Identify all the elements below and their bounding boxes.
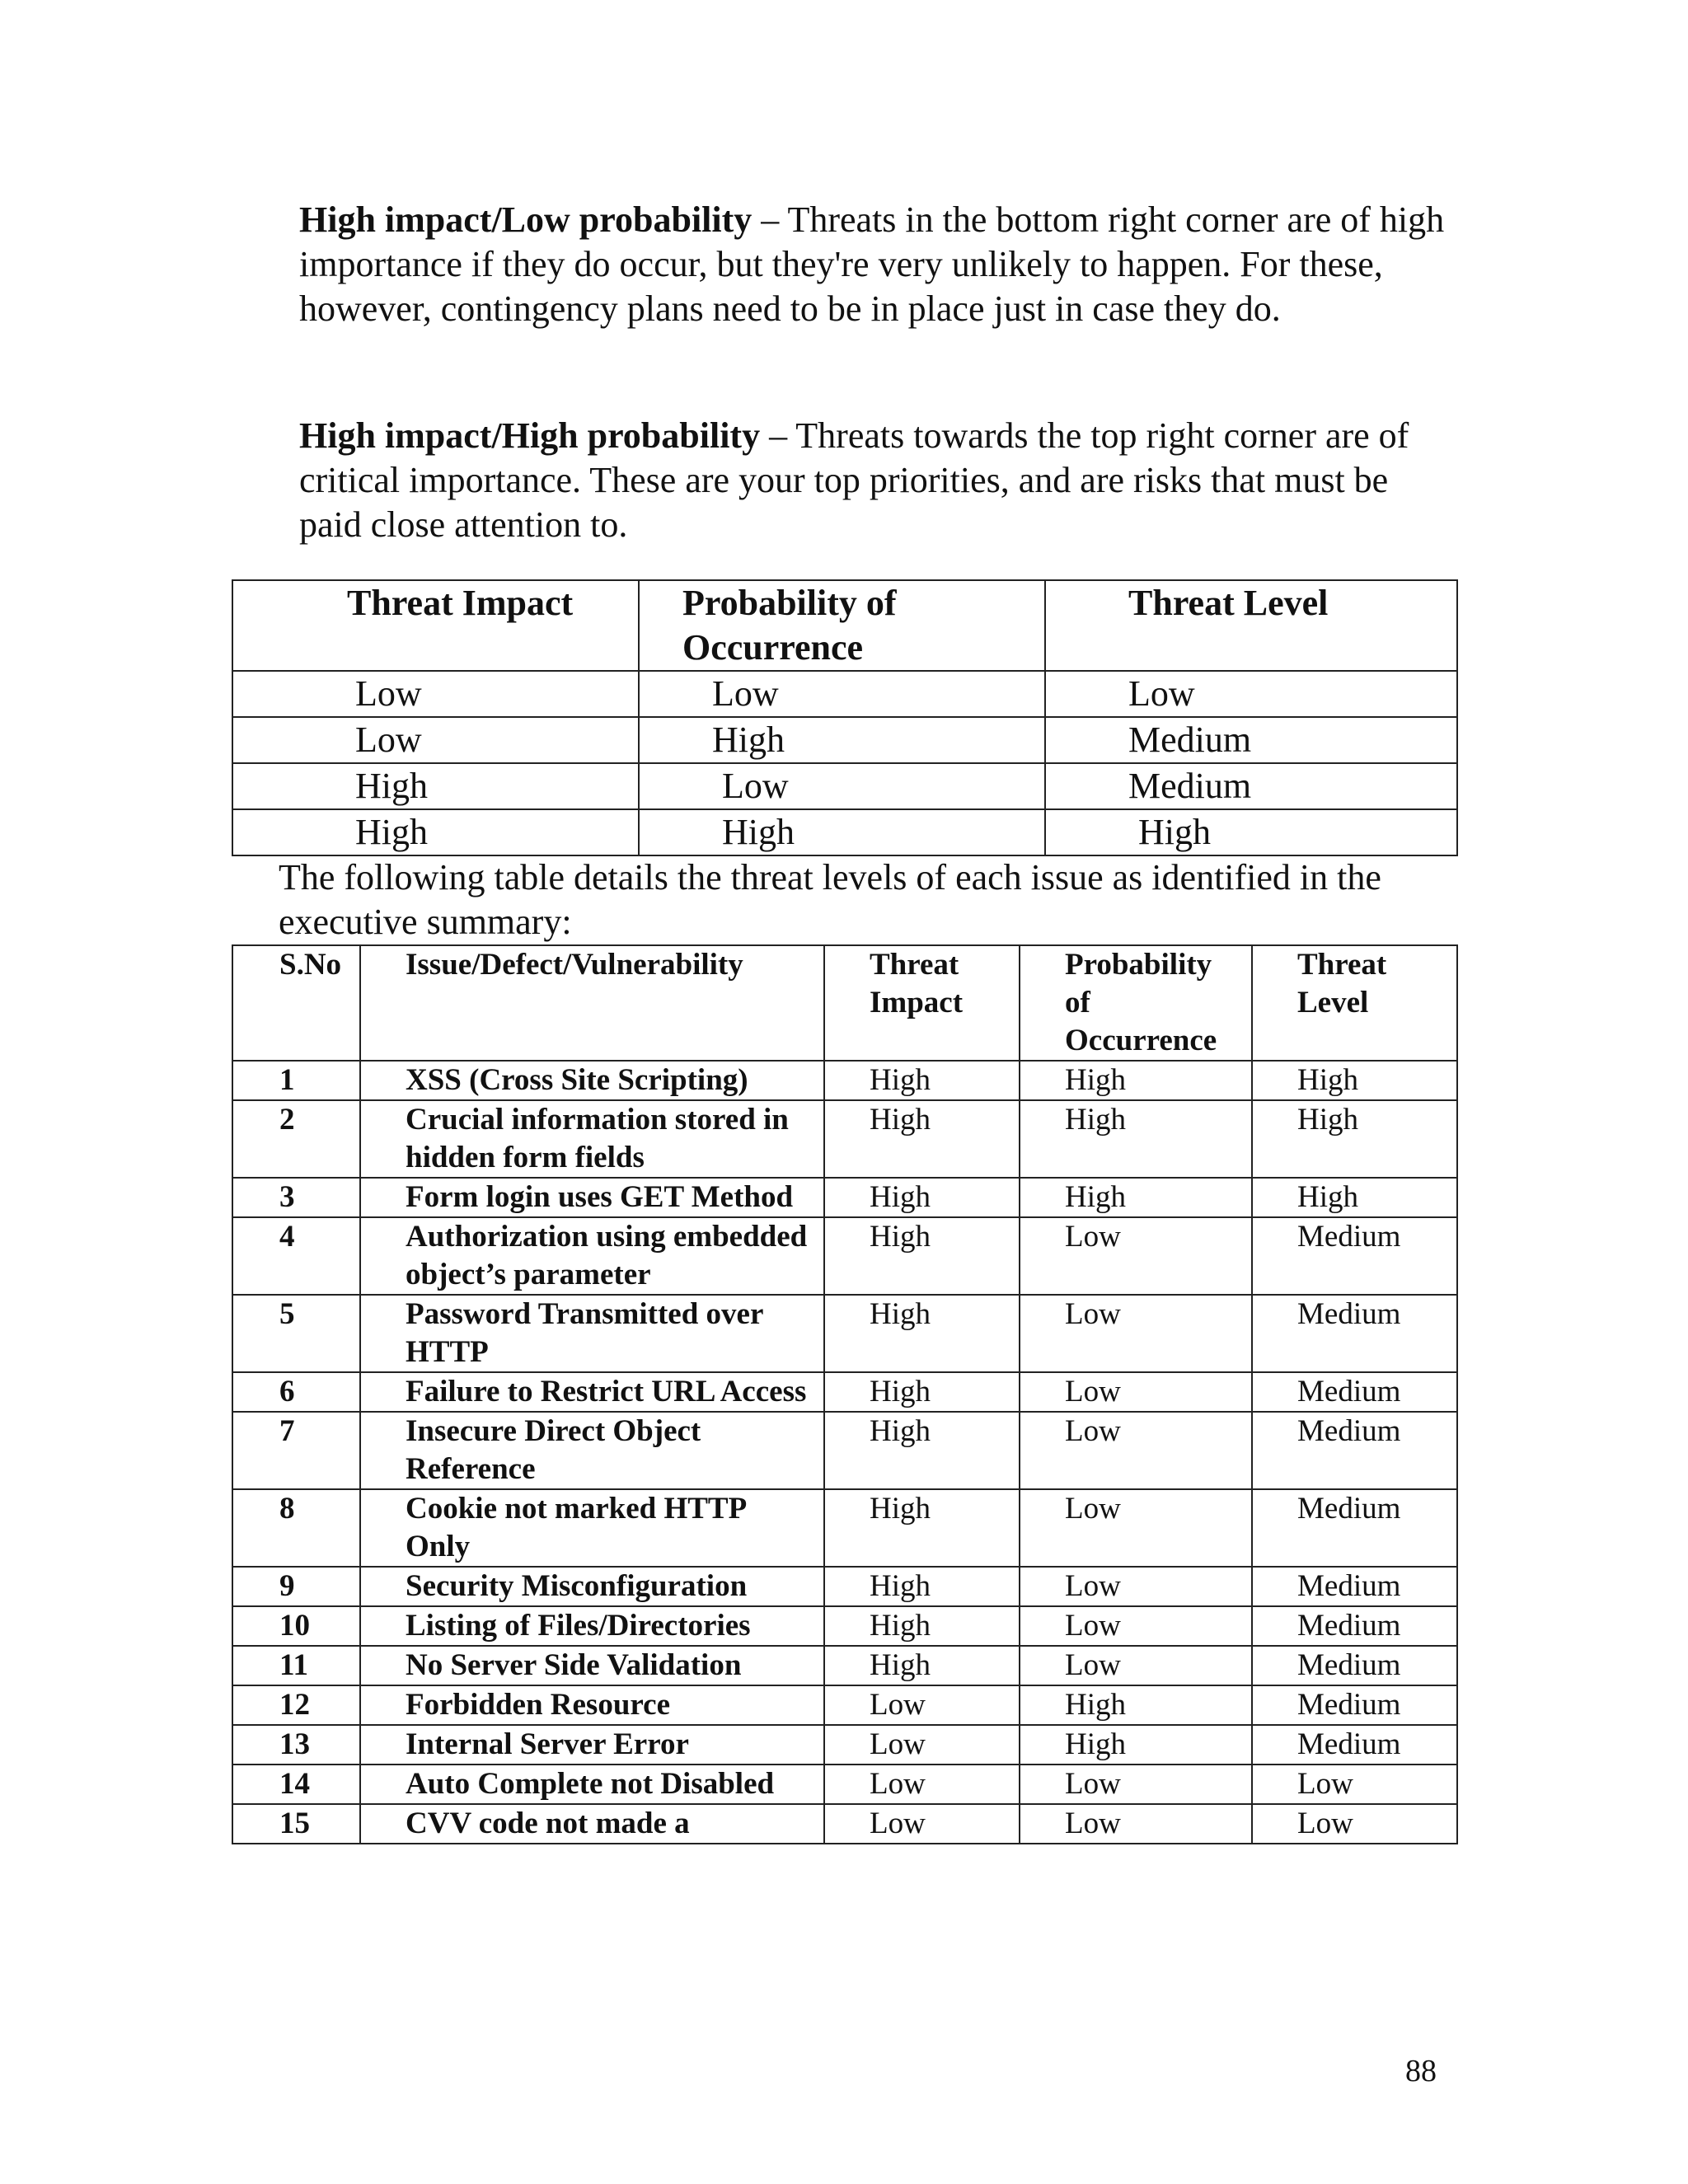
detail-cell-probability: High [1020, 1685, 1252, 1725]
detail-cell-probability: Low [1020, 1489, 1252, 1567]
detail-cell-issue: Failure to Restrict URL Access [360, 1372, 824, 1412]
detail-cell-sno: 12 [232, 1685, 360, 1725]
detail-cell-threat-level: Low [1252, 1765, 1457, 1804]
detail-cell-threat-impact: High [824, 1295, 1020, 1372]
table-row [232, 1725, 1457, 1765]
detail-cell-threat-impact: High [824, 1412, 1020, 1489]
table-row [232, 1178, 1457, 1217]
summary-cell-level: Medium [1045, 717, 1457, 763]
summary-cell-impact: Low [232, 671, 639, 717]
detail-cell-issue: Forbidden Resource [360, 1685, 824, 1725]
detail-cell-threat-level: Medium [1252, 1372, 1457, 1412]
detail-cell-issue: Auto Complete not Disabled [360, 1765, 824, 1804]
detail-cell-threat-impact: High [824, 1178, 1020, 1217]
detail-cell-issue: Listing of Files/Directories [360, 1606, 824, 1646]
table-row [232, 1295, 1457, 1372]
summary-row [232, 809, 1457, 855]
table-row [232, 1804, 1457, 1844]
summary-cell-probability: Low [639, 671, 1045, 717]
detail-cell-threat-impact: High [824, 1567, 1020, 1606]
detail-header-issue: Issue/Defect/Vulnerability [360, 945, 824, 1061]
detail-cell-probability: Low [1020, 1765, 1252, 1804]
detail-cell-probability: High [1020, 1178, 1252, 1217]
detail-cell-issue: Security Misconfiguration [360, 1567, 824, 1606]
detail-cell-threat-level: High [1252, 1178, 1457, 1217]
table-row [232, 1606, 1457, 1646]
table-row [232, 1100, 1457, 1178]
detail-cell-probability: Low [1020, 1372, 1252, 1412]
detail-cell-probability: Low [1020, 1606, 1252, 1646]
threat-level-summary-table [232, 579, 1458, 856]
summary-cell-impact: High [232, 809, 639, 855]
detail-cell-sno: 2 [232, 1100, 360, 1178]
summary-row [232, 763, 1457, 809]
summary-header-row [232, 580, 1457, 671]
table-row [232, 1646, 1457, 1685]
detail-cell-issue: Insecure Direct Object Reference [360, 1412, 824, 1489]
detail-cell-sno: 15 [232, 1804, 360, 1844]
detail-cell-issue: Crucial information stored in hidden form fields [360, 1100, 824, 1178]
paragraph-high-impact-low-probability [299, 198, 1453, 331]
summary-cell-probability: Low [639, 763, 1045, 809]
detail-cell-threat-level: Medium [1252, 1646, 1457, 1685]
detail-header-probability: Probability of Occurrence [1020, 945, 1252, 1061]
detail-cell-threat-impact: High [824, 1646, 1020, 1685]
table-row [232, 1489, 1457, 1567]
summary-row [232, 717, 1457, 763]
detail-cell-probability: High [1020, 1061, 1252, 1100]
detail-cell-sno: 7 [232, 1412, 360, 1489]
detail-cell-threat-level: Medium [1252, 1295, 1457, 1372]
paragraph-text: – Threats towards the top right corner are of critical importance. These are your top priorities, and are risks that must be paid close attention to. [299, 415, 1409, 545]
detail-cell-threat-level: Low [1252, 1804, 1457, 1844]
detail-cell-sno: 3 [232, 1178, 360, 1217]
table-row [232, 1765, 1457, 1804]
detail-cell-probability: Low [1020, 1804, 1252, 1844]
detail-cell-sno: 1 [232, 1061, 360, 1100]
detail-cell-threat-level: High [1252, 1061, 1457, 1100]
detail-header-threat-level: Threat Level [1252, 945, 1457, 1061]
detail-cell-threat-level: Medium [1252, 1567, 1457, 1606]
detail-cell-threat-impact: High [824, 1061, 1020, 1100]
page-number: 88 [1405, 2054, 1437, 2088]
summary-header-threat-impact: Threat Impact [232, 580, 639, 671]
detail-cell-threat-level: Medium [1252, 1685, 1457, 1725]
detail-cell-sno: 14 [232, 1765, 360, 1804]
table-row [232, 1412, 1457, 1489]
table-row [232, 1567, 1457, 1606]
summary-cell-probability: High [639, 809, 1045, 855]
detail-cell-sno: 13 [232, 1725, 360, 1765]
detail-cell-probability: Low [1020, 1217, 1252, 1295]
detail-cell-threat-impact: Low [824, 1765, 1020, 1804]
detail-cell-threat-impact: High [824, 1489, 1020, 1567]
detail-cell-threat-impact: High [824, 1100, 1020, 1178]
summary-cell-impact: High [232, 763, 639, 809]
detail-cell-issue: Internal Server Error [360, 1725, 824, 1765]
detail-cell-issue: Cookie not marked HTTP Only [360, 1489, 824, 1567]
table-row [232, 1685, 1457, 1725]
summary-cell-level: Low [1045, 671, 1457, 717]
detail-cell-threat-level: High [1252, 1100, 1457, 1178]
detail-cell-threat-impact: High [824, 1606, 1020, 1646]
detail-header-threat-impact: Threat Impact [824, 945, 1020, 1061]
detail-cell-sno: 4 [232, 1217, 360, 1295]
detail-cell-probability: High [1020, 1100, 1252, 1178]
summary-cell-impact: Low [232, 717, 639, 763]
detail-cell-threat-impact: Low [824, 1685, 1020, 1725]
paragraph-heading: High impact/High probability [299, 415, 761, 456]
summary-row [232, 671, 1457, 717]
detail-cell-threat-impact: High [824, 1372, 1020, 1412]
table-intro-text: The following table details the threat levels of each issue as identified in the executive summary: [279, 857, 1381, 942]
detail-cell-sno: 6 [232, 1372, 360, 1412]
table-row [232, 1372, 1457, 1412]
detail-cell-probability: Low [1020, 1646, 1252, 1685]
detail-cell-sno: 9 [232, 1567, 360, 1606]
detail-cell-threat-level: Medium [1252, 1489, 1457, 1567]
detail-cell-issue: No Server Side Validation [360, 1646, 824, 1685]
paragraph-high-impact-high-probability [299, 414, 1453, 547]
detail-cell-sno: 8 [232, 1489, 360, 1567]
detail-cell-probability: Low [1020, 1295, 1252, 1372]
detail-cell-sno: 5 [232, 1295, 360, 1372]
summary-header-threat-level: Threat Level [1045, 580, 1457, 671]
issue-threat-table [232, 944, 1458, 1844]
table-row [232, 1217, 1457, 1295]
detail-cell-threat-impact: Low [824, 1804, 1020, 1844]
summary-header-probability: Probability of Occurrence [639, 580, 1045, 671]
detail-cell-threat-level: Medium [1252, 1412, 1457, 1489]
detail-cell-issue: Form login uses GET Method [360, 1178, 824, 1217]
detail-header-sno: S.No [232, 945, 360, 1061]
summary-cell-level: High [1045, 809, 1457, 855]
detail-cell-sno: 11 [232, 1646, 360, 1685]
detail-cell-probability: Low [1020, 1412, 1252, 1489]
detail-cell-threat-impact: Low [824, 1725, 1020, 1765]
detail-cell-threat-level: Medium [1252, 1217, 1457, 1295]
detail-cell-issue: CVV code not made a [360, 1804, 824, 1844]
table-row [232, 1061, 1457, 1100]
detail-cell-issue: Password Transmitted over HTTP [360, 1295, 824, 1372]
detail-header-row [232, 945, 1457, 1061]
summary-cell-probability: High [639, 717, 1045, 763]
detail-cell-threat-impact: High [824, 1217, 1020, 1295]
detail-cell-issue: XSS (Cross Site Scripting) [360, 1061, 824, 1100]
detail-cell-issue: Authorization using embedded object’s parameter [360, 1217, 824, 1295]
detail-cell-probability: Low [1020, 1567, 1252, 1606]
detail-cell-threat-level: Medium [1252, 1606, 1457, 1646]
paragraph-heading: High impact/Low probability [299, 199, 753, 240]
detail-cell-sno: 10 [232, 1606, 360, 1646]
paragraph-text: – Threats in the bottom right corner are of high importance if they do occur, but they're very unlikely to happen. For these, however, contingency plans need to be in place just in case they do. [299, 199, 1445, 329]
summary-cell-level: Medium [1045, 763, 1457, 809]
detail-cell-probability: High [1020, 1725, 1252, 1765]
detail-cell-threat-level: Medium [1252, 1725, 1457, 1765]
